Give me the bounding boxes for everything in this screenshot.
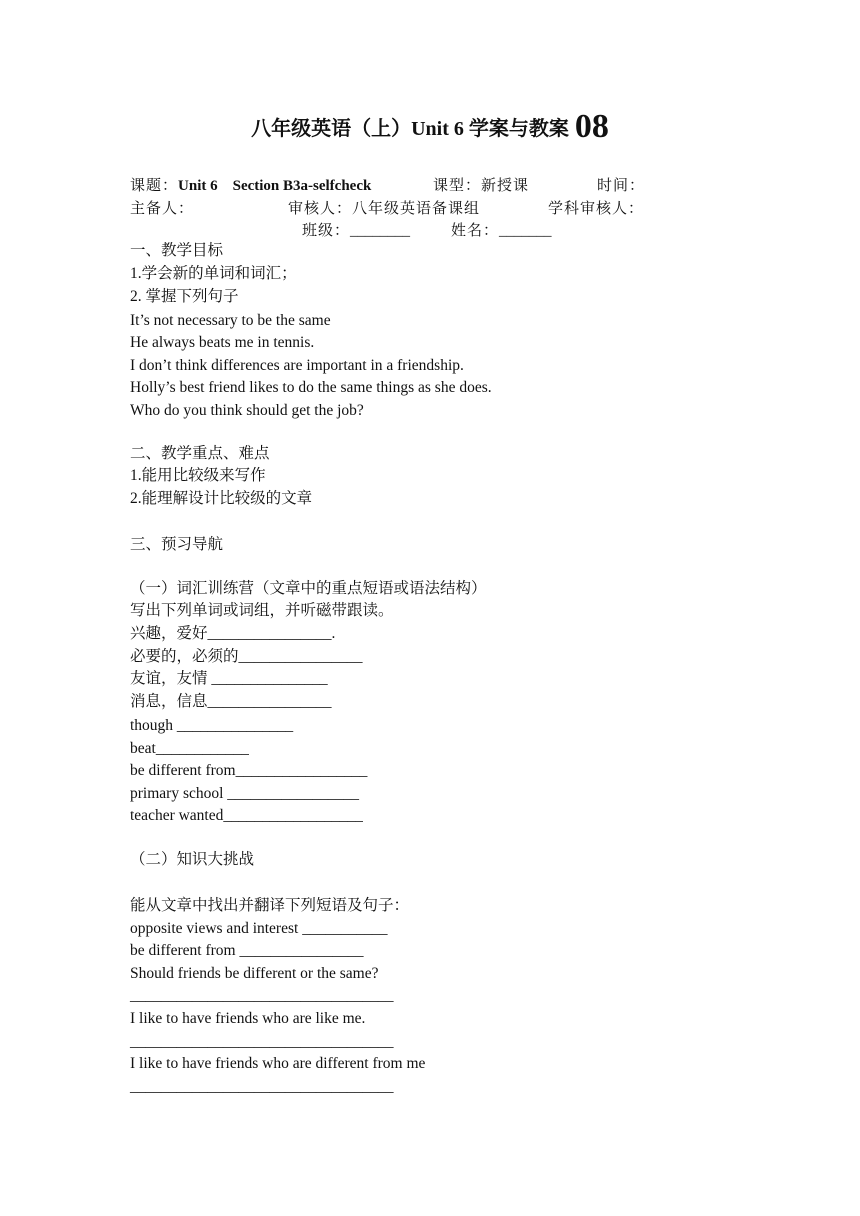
name-field	[451, 219, 552, 240]
answer-blank-line: __________________________________	[130, 1078, 394, 1095]
section-heading-objectives: 一、教学目标	[130, 242, 224, 259]
vocab-line: 必要的，必须的________________	[130, 648, 363, 665]
vocab-line: 兴趣，爱好________________.	[130, 625, 336, 642]
instruction-line: 写出下列单词或词组，并听磁带跟读。	[130, 602, 394, 619]
vocab-line: 消息，信息________________	[130, 693, 332, 710]
answer-blank-line: __________________________________	[130, 1033, 394, 1050]
key-point-line: 2.能理解设计比较级的文章	[130, 490, 313, 507]
type-value: 新授课	[481, 178, 530, 194]
subsection-heading-vocabulary: （一）词汇训练营（文章中的重点短语或语法结构）	[130, 580, 487, 597]
sentence-line: I don’t think differences are important in a friendship.	[130, 357, 464, 374]
type-field	[433, 174, 529, 195]
subsection-heading-challenge: （二）知识大挑战	[130, 851, 255, 868]
key-point-line: 1.能用比较级来写作	[130, 467, 266, 484]
document-title	[0, 108, 860, 146]
section-heading-key-points: 二、教学重点、难点	[130, 445, 270, 462]
vocab-line: beat____________	[130, 740, 249, 757]
vocab-line: primary school _________________	[130, 785, 360, 802]
name-blank: _______	[499, 223, 552, 239]
topic-value: Unit 6 Section B3a-selfcheck	[178, 178, 372, 194]
sentence-line: Should friends be different or the same?	[130, 965, 379, 982]
time-label: 时间：	[597, 178, 646, 194]
name-label: 姓名：	[451, 223, 500, 239]
vocab-line: be different from_________________	[130, 762, 368, 779]
sentence-line: Holly’s best friend likes to do the same things as she does.	[130, 379, 492, 396]
vocab-line: teacher wanted__________________	[130, 807, 363, 824]
class-blank: ________	[350, 223, 411, 239]
class-field	[302, 219, 410, 240]
answer-blank-line: __________________________________	[130, 987, 394, 1004]
instruction-line: 能从文章中找出并翻译下列短语及句子：	[130, 897, 410, 914]
vocab-line: though _______________	[130, 717, 294, 734]
vocab-line: 友谊，友情 _______________	[130, 670, 328, 687]
phrase-line: opposite views and interest ___________	[130, 920, 388, 937]
section-heading-preview: 三、预习导航	[130, 536, 224, 553]
sentence-line: It’s not necessary to be the same	[130, 312, 331, 329]
title-text: 八年级英语（上）Unit 6 学案与教案	[251, 118, 569, 140]
title-number: 08	[574, 108, 609, 145]
topic-field	[130, 174, 371, 195]
sentence-line: I like to have friends who are different from me	[130, 1055, 426, 1072]
type-label: 课型：	[433, 178, 482, 194]
sentence-line: I like to have friends who are like me.	[130, 1010, 366, 1027]
reviewer-field	[288, 197, 480, 218]
topic-label: 课题：	[130, 178, 179, 194]
subject-reviewer-label: 学科审核人：	[548, 201, 645, 217]
objective-line: 1.学会新的单词和词汇；	[130, 265, 297, 282]
sentence-line: Who do you think should get the job?	[130, 402, 364, 419]
reviewer-label: 审核人：	[288, 201, 353, 217]
reviewer-value: 八年级英语备课组	[352, 201, 481, 217]
phrase-line: be different from ________________	[130, 942, 364, 959]
preparer-label: 主备人：	[130, 201, 195, 217]
class-label: 班级：	[302, 223, 351, 239]
objective-line: 2. 掌握下列句子	[130, 288, 239, 305]
sentence-line: He always beats me in tennis.	[130, 334, 315, 351]
